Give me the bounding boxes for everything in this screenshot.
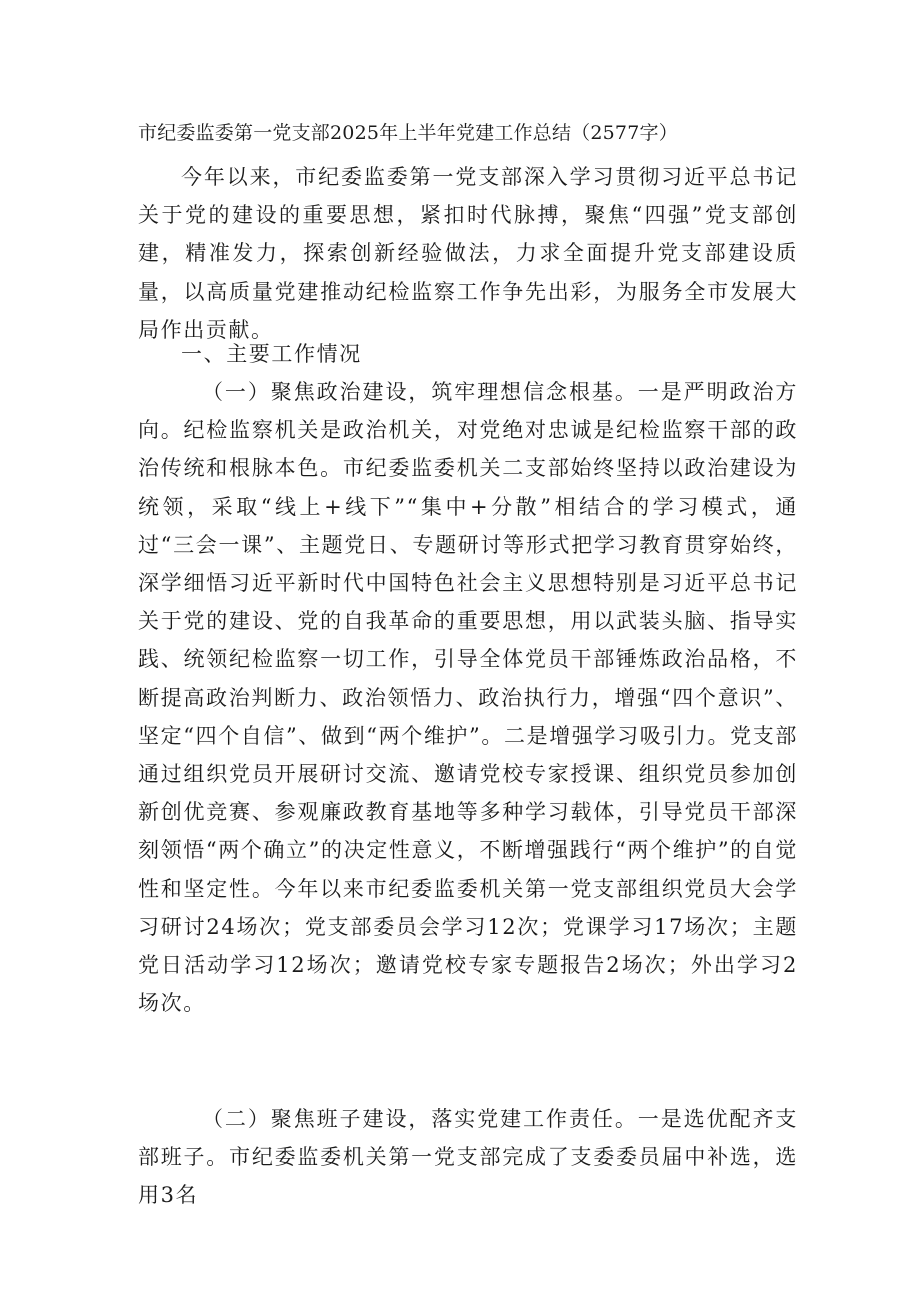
section-paragraph-political: （一）聚焦政治建设，筑牢理想信念根基。一是严明政治方向。纪检监察机关是政治机关，对党绝对忠诚是纪检监察干部的政治传统和根脉本色。市纪委监委机关二支部始终坚持以政治建设为统领，采取“线上+线下”“集中+分散”相结合的学习模式，通过“三会一课”、主题党日、专题研讨等形式把学习教育贯穿始终，深学细悟习近平新时代中国特色社会主义思想特别是习近平总书记关于党的建设、党的自我革命的重要思想，用以武装头脑、指导实践、统领纪检监察一切工作，引导全体党员干部锤炼政治品格，不断提高政治判断力、政治领悟力、政治执行力，增强“四个意识”、坚定“四个自信”、做到“两个维护”。二是增强学习吸引力。党支部通过组织党员开展研讨交流、邀请党校专家授课、组织党员参加创新创优竞赛、参观廉政教育基地等多种学习载体，引导党员干部深刻领悟“两个确立”的决定性意义，不断增强践行“两个维护”的自觉性和坚定性。今年以来市纪委监委机关第一党支部组织党员大会学习研讨24场次；党支部委员会学习12次；党课学习17场次；主题党日活动学习12场次；邀请党校专家专题报告2场次；外出学习2场次。 xyxy=(138,380,798,1016)
section-heading: 一、主要工作情况 xyxy=(181,342,362,366)
section-paragraph-leadership: （二）聚焦班子建设，落实党建工作责任。一是选优配齐支部班子。市纪委监委机关第一党支部完成了支委委员届中补选，选用3名 xyxy=(138,1107,798,1208)
intro-paragraph: 今年以来，市纪委监委第一党支部深入学习贯彻习近平总书记关于党的建设的重要思想，紧扣时代脉搏，聚焦“四强”党支部创建，精准发力，探索创新经验做法，力求全面提升党支部建设质量，以高质量党建推动纪检监察工作争先出彩，为服务全市发展大局作出贡献。 xyxy=(138,165,798,342)
document-title: 市纪委监委第一党支部2025年上半年党建工作总结（2577字） xyxy=(138,122,678,144)
